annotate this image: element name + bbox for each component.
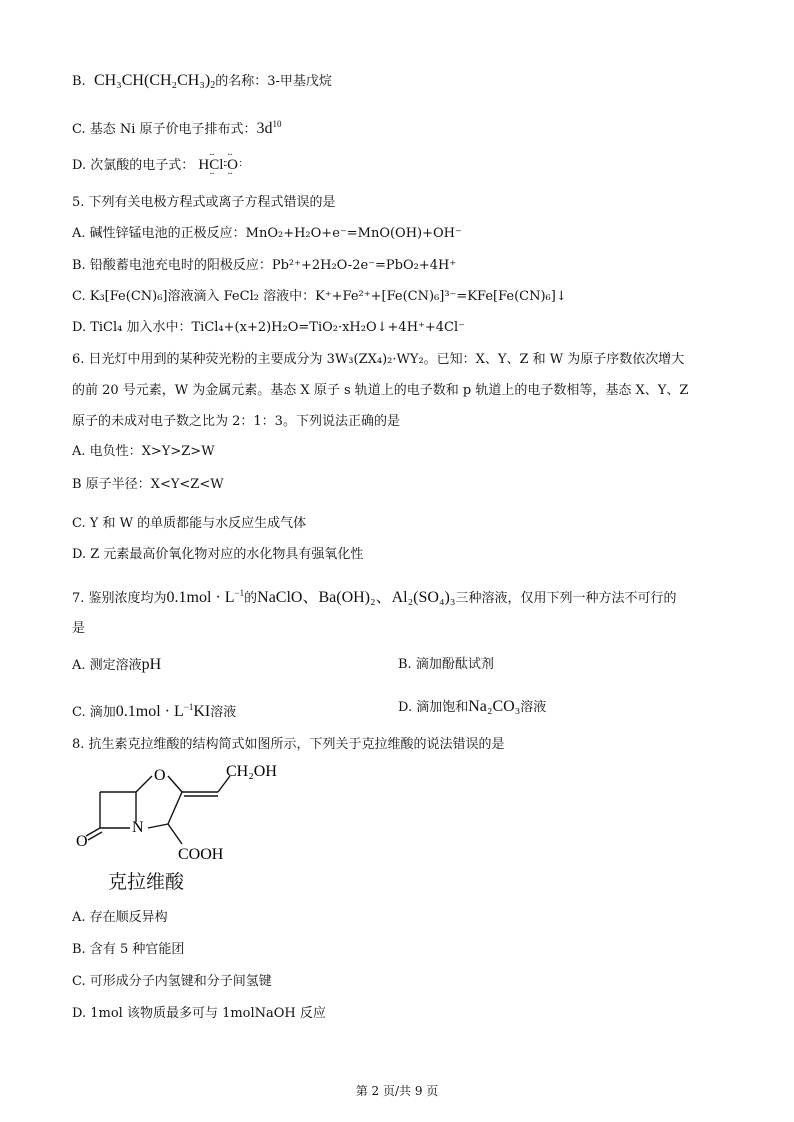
q7-option-d-formula: Na₂CO₃	[468, 698, 521, 715]
q7-stem-conc-text: 0.1mol · L	[166, 589, 235, 606]
q4-option-b-suffix: 的名称：3-甲基戊烷	[215, 74, 332, 89]
q8-option-b: B. 含有 5 种官能团	[72, 942, 185, 957]
q7-option-d-text: D. 滴加饱和	[398, 700, 469, 715]
bond-o-c	[168, 776, 182, 792]
q7-stem-salts: NaClO、Ba(OH)₂、Al₂(SO₄)₃	[257, 589, 456, 606]
q6-option-a: A. 电负性：X>Y>Z>W	[72, 444, 215, 459]
atom-n: N	[132, 819, 144, 836]
structure-label: 克拉维酸	[108, 871, 185, 893]
q4-option-c-formula-text: 3d	[256, 120, 273, 137]
electron-formula-cl-text: : Cl :	[209, 155, 223, 175]
q4-option-d-electron-formula	[198, 157, 238, 173]
electron-formula-cl	[209, 155, 223, 175]
q4-option-d-text: D. 次氯酸的电子式：	[72, 158, 195, 173]
q6-stem-line2: 的前 20 号元素，W 为金属元素。基态 X 原子 s 轨道上的电子数和 p 轨道上的电子数相等，基态 X、Y、Z	[72, 383, 689, 398]
q4-option-b-formula-sub: 2	[210, 80, 216, 91]
q6-option-b: B 原子半径：X<Y<Z<W	[72, 477, 224, 492]
q4-option-b-formula	[94, 72, 215, 89]
q4-option-c-formula-sup: 10	[272, 119, 282, 129]
bond-c-o	[136, 776, 152, 792]
q8-option-c: C. 可形成分子内氢键和分子间氢键	[72, 974, 272, 989]
q5-option-c: C. K₃[Fe(CN)₆]溶液滴入 FeCl₂ 溶液中：K⁺+Fe²⁺+[Fe(CN)₆]³⁻=KFe[Fe(CN)₆]↓	[72, 289, 567, 304]
q7-option-c	[72, 697, 236, 723]
q7-option-a-formula: pH	[141, 656, 162, 673]
q4-option-d	[72, 155, 238, 176]
q7-stem-line2: 是	[72, 621, 86, 636]
q7-option-c-text: C. 滴加	[72, 705, 116, 720]
q7-stem-suffix: 三种溶液，仅用下列一种方法不可行的	[455, 591, 677, 606]
q7-stem-line1	[72, 583, 676, 609]
atom-o-ring: O	[154, 767, 166, 784]
q7-stem-mid: 的	[244, 591, 258, 606]
atom-cooh: COOH	[178, 846, 224, 863]
q7-stem-conc-sup: −1	[234, 588, 245, 598]
q4-option-c	[72, 114, 282, 140]
q5-stem: 5. 下列有关电极方程式或离子方程式错误的是	[72, 195, 336, 210]
q7-option-b: B. 滴加酚酞试剂	[398, 657, 494, 672]
electron-formula-h: H	[198, 157, 210, 173]
q4-option-b	[72, 71, 332, 96]
atom-ch2oh: CH₂OH	[226, 763, 277, 780]
q5-option-a: A. 碱性锌锰电池的正极反应：MnO₂+H₂O+e⁻=MnO(OH)+OH⁻	[72, 226, 462, 241]
q6-stem-line1: 6. 日光灯中用到的某种荧光粉的主要成分为 3W₃(ZX₄)₂·WY₂。已知：X、Y、Z 和 W 为原子序数依次增大	[72, 352, 685, 367]
q4-option-b-formula-text: CH₃CH(CH₂CH₃)	[93, 72, 211, 89]
q8-stem: 8. 抗生素克拉维酸的结构简式如图所示，下列关于克拉维酸的说法错误的是	[72, 737, 505, 752]
q4-option-c-formula	[257, 120, 282, 137]
q7-option-d	[398, 697, 546, 718]
q5-option-d: D. TiCl₄ 加入水中：TiCl₄+(x+2)H₂O=TiO₂·xH₂O↓+4H⁺+4Cl⁻	[72, 320, 466, 335]
q6-option-d: D. Z 元素最高价氧化物对应的水化物具有强氧化性	[72, 547, 364, 562]
bond-c-c	[168, 792, 182, 824]
q7-option-d-suffix: 溶液	[520, 700, 547, 715]
q6-stem-line3: 原子的未成对电子数之比为 2：1：3。下列说法正确的是	[72, 414, 400, 429]
bond-cooh	[168, 824, 182, 844]
structure-bonds	[86, 776, 230, 844]
q8-option-a: A. 存在顺反异构	[72, 910, 168, 925]
q7-option-c-formula-sup: −1	[183, 702, 194, 712]
q4-option-c-text: C. 基态 Ni 原子价电子排布式：	[72, 122, 257, 137]
bond-c-n	[148, 824, 168, 828]
page-footer: 第 2 页/共 9 页	[355, 1084, 439, 1098]
q7-option-c-formula-text: 0.1mol · L	[115, 703, 184, 720]
q7-stem-concentration	[167, 589, 245, 606]
q7-option-c-suffix: 溶液	[210, 705, 237, 720]
q7-option-c-formula	[116, 703, 210, 720]
electron-formula-o-text: : O :	[227, 155, 238, 175]
q6-option-c: C. Y 和 W 的单质都能与水反应生成气体	[72, 516, 307, 531]
q7-option-a	[72, 655, 161, 676]
q8-option-d: D. 1mol 该物质最多可与 1molNaOH 反应	[72, 1006, 326, 1021]
electron-formula-o	[227, 155, 238, 175]
atom-o-keto: O	[76, 833, 88, 850]
q4-option-b-prefix: B.	[72, 74, 86, 89]
q7-option-a-text: A. 测定溶液	[72, 658, 142, 673]
q7-stem-prefix: 7. 鉴别浓度均为	[72, 591, 167, 606]
q7-option-c-formula-ki: KI	[193, 703, 211, 720]
q5-option-b: B. 铅酸蓄电池充电时的阳极反应：Pb²⁺+2H₂O-2e⁻=PbO₂+4H⁺	[72, 258, 457, 273]
